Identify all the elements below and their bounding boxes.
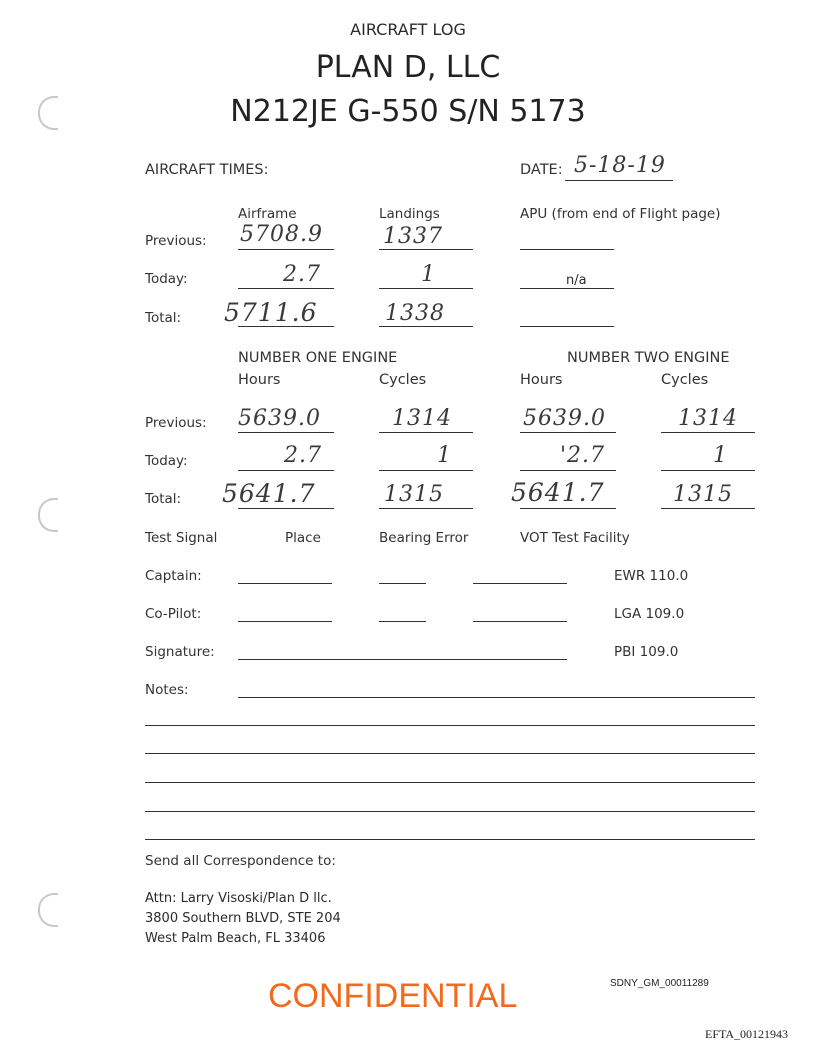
captain-place-line xyxy=(238,583,332,584)
apu-today-line xyxy=(520,288,614,289)
e2-hours-today-line xyxy=(520,470,616,471)
log-title: AIRCRAFT LOG xyxy=(350,20,466,39)
e2-cycles-total-line xyxy=(661,508,755,509)
captain-label: Captain: xyxy=(145,568,202,584)
notes-line-2 xyxy=(145,725,755,726)
notes-line-3 xyxy=(145,753,755,754)
airframe-total-value: 5711.6 xyxy=(224,298,318,327)
aircraft-title: N212JE G-550 S/N 5173 xyxy=(230,94,586,129)
landings-today-line xyxy=(379,288,473,289)
captain-vot-line xyxy=(473,583,567,584)
e1-cycles-today-value: 1 xyxy=(437,443,452,468)
apu-today-value: n/a xyxy=(566,273,587,288)
facility-pbi: PBI 109.0 xyxy=(614,644,679,660)
e1-cycles-total-line xyxy=(379,508,473,509)
captain-bearing-line xyxy=(379,583,426,584)
e1-cycles-today-line xyxy=(379,470,473,471)
engines-row-previous: Previous: xyxy=(145,415,207,431)
e2-cycles-previous-value: 1314 xyxy=(678,406,738,431)
correspondence-attn: Attn: Larry Visoski/Plan D llc. xyxy=(145,891,332,906)
landings-previous-line xyxy=(379,249,473,250)
aircraft-times-label: AIRCRAFT TIMES: xyxy=(145,162,269,178)
notes-label: Notes: xyxy=(145,682,189,698)
e2-cycles-previous-line xyxy=(661,432,755,433)
engine-two-title: NUMBER TWO ENGINE xyxy=(567,350,730,366)
engine-one-title: NUMBER ONE ENGINE xyxy=(238,350,398,366)
facility-ewr: EWR 110.0 xyxy=(614,568,689,584)
efta-number: EFTA_00121943 xyxy=(705,1027,789,1041)
punch-hole-bottom xyxy=(38,893,58,927)
vot-facility-header: VOT Test Facility xyxy=(520,530,630,546)
e1-cycles-previous-line xyxy=(379,432,473,433)
apu-total-line xyxy=(520,326,614,327)
punch-hole-middle xyxy=(38,498,58,532)
e1-cycles-previous-value: 1314 xyxy=(392,406,452,431)
airframe-today-line xyxy=(238,288,334,289)
engines-row-total: Total: xyxy=(145,491,182,507)
e2-cycles-today-value: 1 xyxy=(713,443,728,468)
facility-lga: LGA 109.0 xyxy=(614,606,685,622)
bearing-error-header: Bearing Error xyxy=(379,530,469,546)
date-value: 5-18-19 xyxy=(574,153,666,178)
times-row-today: Today: xyxy=(145,271,188,287)
e2-hours-today-value: '2.7 xyxy=(560,443,606,468)
landings-total-value: 1338 xyxy=(385,301,445,326)
e2-cycles-total-value: 1315 xyxy=(673,482,733,507)
copilot-place-line xyxy=(238,621,332,622)
signature-label: Signature: xyxy=(145,644,215,660)
e1-hours-previous-value: 5639.0 xyxy=(238,406,321,431)
airframe-col-header: Airframe xyxy=(238,206,297,222)
apu-previous-line xyxy=(520,249,614,250)
engine-two-hours-header: Hours xyxy=(520,372,563,388)
apu-col-header: APU (from end of Flight page) xyxy=(520,206,721,222)
bates-number: SDNY_GM_00011289 xyxy=(610,978,709,989)
notes-line-4 xyxy=(145,782,755,783)
landings-today-value: 1 xyxy=(421,262,436,287)
copilot-label: Co-Pilot: xyxy=(145,606,202,622)
copilot-bearing-line xyxy=(379,621,426,622)
e2-hours-previous-value: 5639.0 xyxy=(523,406,606,431)
e1-cycles-total-value: 1315 xyxy=(384,482,444,507)
engine-one-hours-header: Hours xyxy=(238,372,281,388)
engines-row-today: Today: xyxy=(145,453,188,469)
notes-line-5 xyxy=(145,811,755,812)
landings-previous-value: 1337 xyxy=(383,224,443,249)
e1-hours-total-line xyxy=(238,508,334,509)
notes-line-6 xyxy=(145,839,755,840)
confidential-stamp: CONFIDENTIAL xyxy=(268,977,518,1015)
airframe-previous-value: 5708.9 xyxy=(240,222,323,247)
correspondence-city: West Palm Beach, FL 33406 xyxy=(145,931,326,946)
notes-line-1 xyxy=(238,697,755,698)
airframe-previous-line xyxy=(238,249,334,250)
correspondence-street: 3800 Southern BLVD, STE 204 xyxy=(145,911,341,926)
e2-hours-total-value: 5641.7 xyxy=(511,478,605,507)
place-header: Place xyxy=(285,530,321,546)
times-row-previous: Previous: xyxy=(145,233,207,249)
times-row-total: Total: xyxy=(145,310,182,326)
date-line xyxy=(565,180,673,181)
e2-hours-total-line xyxy=(520,508,616,509)
landings-col-header: Landings xyxy=(379,206,440,222)
e1-hours-today-value: 2.7 xyxy=(284,443,322,468)
e1-hours-previous-line xyxy=(238,432,334,433)
correspondence-intro: Send all Correspondence to: xyxy=(145,853,336,869)
airframe-today-value: 2.7 xyxy=(283,262,321,287)
copilot-vot-line xyxy=(473,621,567,622)
e1-hours-total-value: 5641.7 xyxy=(222,479,316,508)
engine-two-cycles-header: Cycles xyxy=(661,372,709,388)
e2-hours-previous-line xyxy=(520,432,616,433)
date-label: DATE: xyxy=(520,162,563,178)
e2-cycles-today-line xyxy=(661,470,755,471)
engine-one-cycles-header: Cycles xyxy=(379,372,427,388)
company-title: PLAN D, LLC xyxy=(315,50,501,85)
signature-line xyxy=(238,659,567,660)
e1-hours-today-line xyxy=(238,470,334,471)
landings-total-line xyxy=(379,326,473,327)
test-signal-header: Test Signal xyxy=(145,530,218,546)
